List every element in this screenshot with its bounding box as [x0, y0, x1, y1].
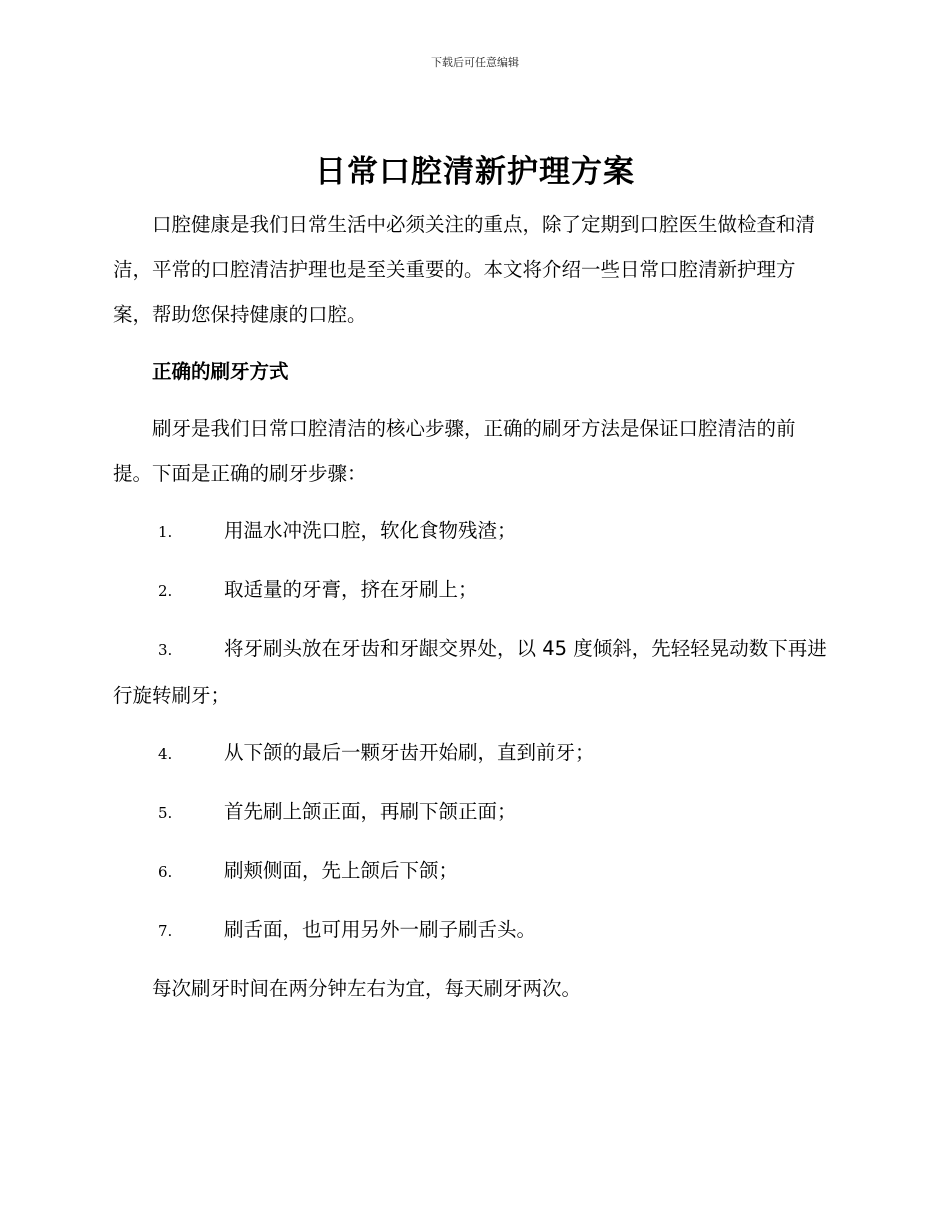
list-item	[113, 730, 830, 777]
document-body	[113, 202, 830, 1011]
header-note: 下载后可任意编辑	[431, 56, 519, 69]
list-text: 用温水冲洗口腔，软化食物残渣；	[224, 519, 517, 542]
section-heading: 正确的刷牙方式	[152, 360, 289, 383]
list-text: 首先刷上颌正面，再刷下颌正面；	[224, 800, 517, 823]
list-item	[113, 508, 830, 555]
intro-paragraph: 口腔健康是我们日常生活中必须关注的重点，除了定期到口腔医生做检查和清洁，平常的口腔清洁护理也是至关重要的。本文将介绍一些日常口腔清新护理方案，帮助您保持健康的口腔。	[113, 213, 816, 326]
list-item	[113, 626, 830, 718]
list-text: 取适量的牙膏，挤在牙刷上；	[224, 578, 478, 601]
list-number: 1.	[158, 523, 173, 541]
list-item	[113, 567, 830, 614]
list-text: 将牙刷头放在牙齿和牙龈交界处，以 45 度倾斜，先轻轻晃动数下再进行旋转刷牙；	[113, 637, 827, 707]
list-number: 2.	[158, 582, 173, 600]
section-lead-paragraph: 刷牙是我们日常口腔清洁的核心步骤，正确的刷牙方法是保证口腔清洁的前提。下面是正确的刷牙步骤：	[113, 417, 796, 485]
list-number: 4.	[158, 745, 173, 763]
list-number: 6.	[158, 863, 173, 881]
list-text: 从下颌的最后一颗牙齿开始刷，直到前牙；	[224, 741, 595, 764]
list-item	[113, 907, 830, 954]
list-item	[113, 789, 830, 836]
list-text: 刷舌面，也可用另外一刷子刷舌头。	[224, 918, 537, 941]
list-item	[113, 848, 830, 895]
closing-paragraph: 每次刷牙时间在两分钟左右为宜，每天刷牙两次。	[152, 977, 582, 1000]
document-title: 日常口腔清新护理方案	[315, 154, 635, 190]
list-number: 3.	[158, 641, 173, 659]
list-number: 7.	[158, 922, 173, 940]
list-text: 刷颊侧面，先上颌后下颌；	[224, 859, 459, 882]
list-number: 5.	[158, 804, 173, 822]
